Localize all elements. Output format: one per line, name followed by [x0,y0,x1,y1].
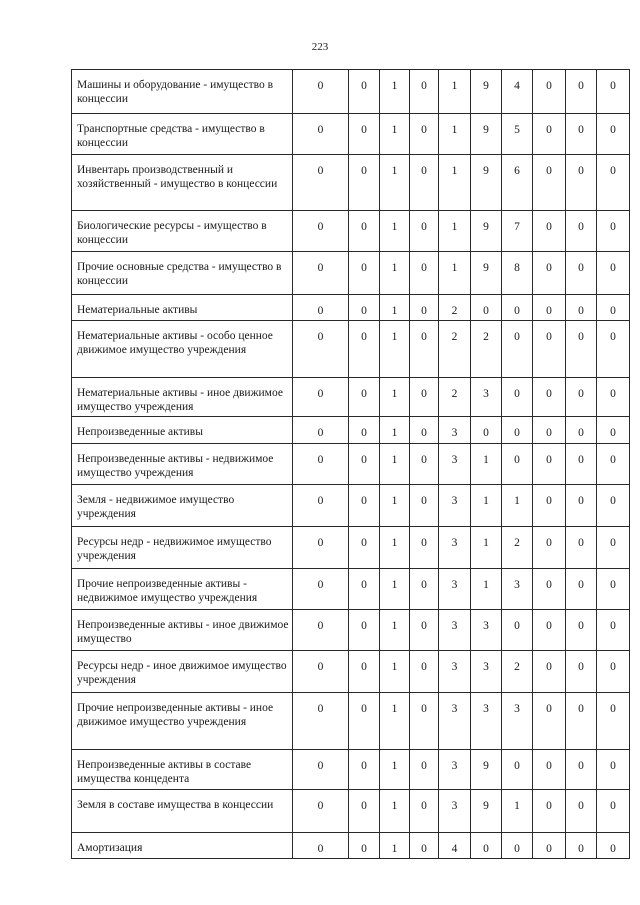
code-digit-cell: 0 [293,610,349,651]
account-name-cell: Нематериальные активы - иное движимое имущество учреждения [72,378,293,417]
code-digit-cell: 9 [471,790,502,833]
code-digit-cell: 0 [533,295,566,321]
code-digit-cell: 1 [380,790,410,833]
account-name-cell: Нематериальные активы [72,295,293,321]
code-digit-cell: 0 [471,417,502,444]
code-digit-cell: 0 [597,693,630,750]
code-digit-cell: 1 [380,444,410,485]
code-digit-cell: 0 [502,444,533,485]
code-digit-cell: 1 [380,833,410,859]
code-digit-cell: 1 [380,252,410,295]
code-digit-cell: 0 [566,321,597,378]
code-digit-cell: 3 [471,610,502,651]
code-digit-cell: 1 [380,651,410,693]
code-digit-cell: 8 [502,252,533,295]
table-row [72,569,630,610]
code-digit-cell: 2 [502,651,533,693]
code-digit-cell: 0 [597,833,630,859]
code-digit-cell: 4 [439,833,471,859]
code-digit-cell: 1 [471,569,502,610]
code-digit-cell: 9 [471,70,502,114]
code-digit-cell: 0 [349,211,380,252]
code-digit-cell: 1 [380,417,410,444]
code-digit-cell: 5 [502,114,533,155]
code-digit-cell: 0 [349,252,380,295]
account-name-cell: Непроизведенные активы - иное движимое имущество [72,610,293,651]
code-digit-cell: 3 [439,610,471,651]
code-digit-cell: 0 [566,485,597,527]
table-row [72,321,630,378]
code-digit-cell: 3 [439,651,471,693]
table-row [72,444,630,485]
code-digit-cell: 6 [502,155,533,211]
code-digit-cell: 0 [349,295,380,321]
code-digit-cell: 0 [533,155,566,211]
code-digit-cell: 0 [349,651,380,693]
code-digit-cell: 0 [349,750,380,790]
code-digit-cell: 3 [502,569,533,610]
code-digit-cell: 0 [293,295,349,321]
code-digit-cell: 0 [566,378,597,417]
table-row [72,610,630,651]
account-name-cell: Непроизведенные активы [72,417,293,444]
code-digit-cell: 0 [566,790,597,833]
code-digit-cell: 0 [566,155,597,211]
code-digit-cell: 0 [293,417,349,444]
code-digit-cell: 1 [380,750,410,790]
code-digit-cell: 0 [410,378,439,417]
code-digit-cell: 1 [439,70,471,114]
code-digit-cell: 0 [566,833,597,859]
code-digit-cell: 3 [439,569,471,610]
code-digit-cell: 3 [439,527,471,569]
code-digit-cell: 0 [597,485,630,527]
code-digit-cell: 9 [471,155,502,211]
table-row [72,70,630,114]
table-row [72,155,630,211]
account-name-cell: Непроизведенные активы в составе имущества концедента [72,750,293,790]
code-digit-cell: 0 [293,651,349,693]
code-digit-cell: 0 [293,378,349,417]
table-row [72,295,630,321]
code-digit-cell: 0 [533,444,566,485]
code-digit-cell: 1 [380,378,410,417]
code-digit-cell: 0 [349,610,380,651]
code-digit-cell: 1 [380,610,410,651]
table-row [72,485,630,527]
code-digit-cell: 0 [293,790,349,833]
table-row [72,114,630,155]
code-digit-cell: 0 [293,569,349,610]
account-name-cell: Машины и оборудование - имущество в концессии [72,70,293,114]
code-digit-cell: 1 [380,155,410,211]
code-digit-cell: 0 [597,378,630,417]
code-digit-cell: 0 [471,833,502,859]
code-digit-cell: 0 [293,211,349,252]
page-number: 223 [311,41,329,53]
table-row [72,790,630,833]
account-name-cell: Инвентарь производственный и хозяйственный - имущество в концессии [72,155,293,211]
code-digit-cell: 0 [533,610,566,651]
code-digit-cell: 7 [502,211,533,252]
code-digit-cell: 0 [533,790,566,833]
code-digit-cell: 9 [471,252,502,295]
code-digit-cell: 3 [471,651,502,693]
code-digit-cell: 0 [349,569,380,610]
code-digit-cell: 0 [533,211,566,252]
code-digit-cell: 0 [410,485,439,527]
code-digit-cell: 1 [502,485,533,527]
code-digit-cell: 0 [533,651,566,693]
code-digit-cell: 3 [471,378,502,417]
code-digit-cell: 0 [410,833,439,859]
code-digit-cell: 0 [349,693,380,750]
code-digit-cell: 2 [471,321,502,378]
code-digit-cell: 0 [502,295,533,321]
code-digit-cell: 9 [471,211,502,252]
code-digit-cell: 0 [597,444,630,485]
code-digit-cell: 1 [380,485,410,527]
code-digit-cell: 0 [410,321,439,378]
code-digit-cell: 0 [566,70,597,114]
code-digit-cell: 0 [597,70,630,114]
code-digit-cell: 0 [566,750,597,790]
account-name-cell: Прочие непроизведенные активы - иное движимое имущество учреждения [72,693,293,750]
code-digit-cell: 1 [439,114,471,155]
code-digit-cell: 0 [502,417,533,444]
code-digit-cell: 2 [502,527,533,569]
code-digit-cell: 0 [349,485,380,527]
account-codes-table [71,69,630,859]
code-digit-cell: 2 [439,295,471,321]
code-digit-cell: 9 [471,114,502,155]
table-row [72,833,630,859]
code-digit-cell: 2 [439,378,471,417]
account-name-cell: Земля в составе имущества в концессии [72,790,293,833]
code-digit-cell: 0 [566,569,597,610]
code-digit-cell: 0 [566,610,597,651]
code-digit-cell: 0 [349,378,380,417]
code-digit-cell: 3 [439,485,471,527]
code-digit-cell: 0 [410,295,439,321]
table-row [72,252,630,295]
code-digit-cell: 0 [597,610,630,651]
code-digit-cell: 0 [349,114,380,155]
code-digit-cell: 0 [566,295,597,321]
code-digit-cell: 1 [502,790,533,833]
code-digit-cell: 1 [380,114,410,155]
table-row [72,527,630,569]
code-digit-cell: 0 [533,485,566,527]
code-digit-cell: 0 [410,417,439,444]
code-digit-cell: 1 [471,444,502,485]
code-digit-cell: 0 [410,527,439,569]
code-digit-cell: 0 [410,252,439,295]
code-digit-cell: 0 [597,295,630,321]
code-digit-cell: 0 [502,378,533,417]
code-digit-cell: 3 [502,693,533,750]
code-digit-cell: 0 [533,750,566,790]
code-digit-cell: 1 [380,527,410,569]
code-digit-cell: 0 [293,693,349,750]
code-digit-cell: 0 [597,211,630,252]
code-digit-cell: 0 [533,569,566,610]
code-digit-cell: 0 [410,70,439,114]
code-digit-cell: 0 [349,833,380,859]
code-digit-cell: 0 [533,114,566,155]
code-digit-cell: 1 [380,569,410,610]
account-name-cell: Прочие основные средства - имущество в концессии [72,252,293,295]
code-digit-cell: 0 [410,155,439,211]
code-digit-cell: 0 [410,569,439,610]
code-digit-cell: 0 [410,750,439,790]
code-digit-cell: 0 [293,485,349,527]
code-digit-cell: 0 [410,114,439,155]
code-digit-cell: 0 [597,790,630,833]
code-digit-cell: 0 [597,321,630,378]
code-digit-cell: 9 [471,750,502,790]
code-digit-cell: 0 [502,321,533,378]
code-digit-cell: 0 [566,114,597,155]
account-name-cell: Транспортные средства - имущество в концессии [72,114,293,155]
code-digit-cell: 1 [380,693,410,750]
code-digit-cell: 0 [533,378,566,417]
code-digit-cell: 0 [410,651,439,693]
code-digit-cell: 0 [349,417,380,444]
table-row [72,211,630,252]
code-digit-cell: 4 [502,70,533,114]
table-row [72,417,630,444]
code-digit-cell: 3 [439,790,471,833]
code-digit-cell: 0 [293,114,349,155]
code-digit-cell: 1 [439,155,471,211]
code-digit-cell: 1 [439,252,471,295]
code-digit-cell: 0 [293,321,349,378]
code-digit-cell: 0 [349,527,380,569]
code-digit-cell: 0 [410,444,439,485]
code-digit-cell: 0 [410,693,439,750]
table-row [72,693,630,750]
account-name-cell: Непроизведенные активы - недвижимое имущество учреждения [72,444,293,485]
code-digit-cell: 0 [566,693,597,750]
code-digit-cell: 1 [439,211,471,252]
code-digit-cell: 0 [533,417,566,444]
code-digit-cell: 0 [471,295,502,321]
code-digit-cell: 0 [293,527,349,569]
code-digit-cell: 1 [380,295,410,321]
code-digit-cell: 3 [439,750,471,790]
account-name-cell: Биологические ресурсы - имущество в концессии [72,211,293,252]
code-digit-cell: 3 [439,444,471,485]
code-digit-cell: 0 [597,569,630,610]
table-row [72,750,630,790]
code-digit-cell: 0 [533,527,566,569]
code-digit-cell: 3 [439,417,471,444]
code-digit-cell: 0 [597,114,630,155]
code-digit-cell: 0 [349,321,380,378]
code-digit-cell: 0 [502,610,533,651]
account-name-cell: Прочие непроизведенные активы - недвижимое имущество учреждения [72,569,293,610]
code-digit-cell: 0 [293,155,349,211]
account-name-cell: Земля - недвижимое имущество учреждения [72,485,293,527]
code-digit-cell: 0 [410,790,439,833]
code-digit-cell: 0 [502,833,533,859]
code-digit-cell: 0 [597,155,630,211]
table-row [72,651,630,693]
code-digit-cell: 0 [533,693,566,750]
code-digit-cell: 0 [410,610,439,651]
code-digit-cell: 0 [566,444,597,485]
account-name-cell: Нематериальные активы - особо ценное движимое имущество учреждения [72,321,293,378]
code-digit-cell: 1 [380,211,410,252]
code-digit-cell: 0 [349,155,380,211]
code-digit-cell: 0 [566,252,597,295]
code-digit-cell: 1 [471,485,502,527]
code-digit-cell: 0 [410,211,439,252]
code-digit-cell: 1 [471,527,502,569]
code-digit-cell: 0 [533,833,566,859]
code-digit-cell: 0 [293,750,349,790]
code-digit-cell: 0 [597,527,630,569]
code-digit-cell: 0 [566,211,597,252]
code-digit-cell: 0 [566,651,597,693]
code-digit-cell: 0 [533,321,566,378]
code-digit-cell: 0 [566,417,597,444]
code-digit-cell: 0 [533,252,566,295]
code-digit-cell: 0 [349,70,380,114]
code-digit-cell: 0 [502,750,533,790]
code-digit-cell: 0 [597,417,630,444]
account-name-cell: Ресурсы недр - недвижимое имущество учреждения [72,527,293,569]
code-digit-cell: 3 [471,693,502,750]
code-digit-cell: 0 [597,252,630,295]
code-digit-cell: 0 [293,833,349,859]
code-digit-cell: 1 [380,70,410,114]
table-row [72,378,630,417]
code-digit-cell: 0 [597,750,630,790]
code-digit-cell: 0 [597,651,630,693]
code-digit-cell: 3 [439,693,471,750]
code-digit-cell: 0 [533,70,566,114]
code-digit-cell: 0 [349,790,380,833]
code-digit-cell: 0 [293,252,349,295]
code-digit-cell: 0 [566,527,597,569]
code-digit-cell: 1 [380,321,410,378]
code-digit-cell: 0 [293,70,349,114]
account-name-cell: Амортизация [72,833,293,859]
code-digit-cell: 2 [439,321,471,378]
code-digit-cell: 0 [349,444,380,485]
account-name-cell: Ресурсы недр - иное движимое имущество учреждения [72,651,293,693]
code-digit-cell: 0 [293,444,349,485]
